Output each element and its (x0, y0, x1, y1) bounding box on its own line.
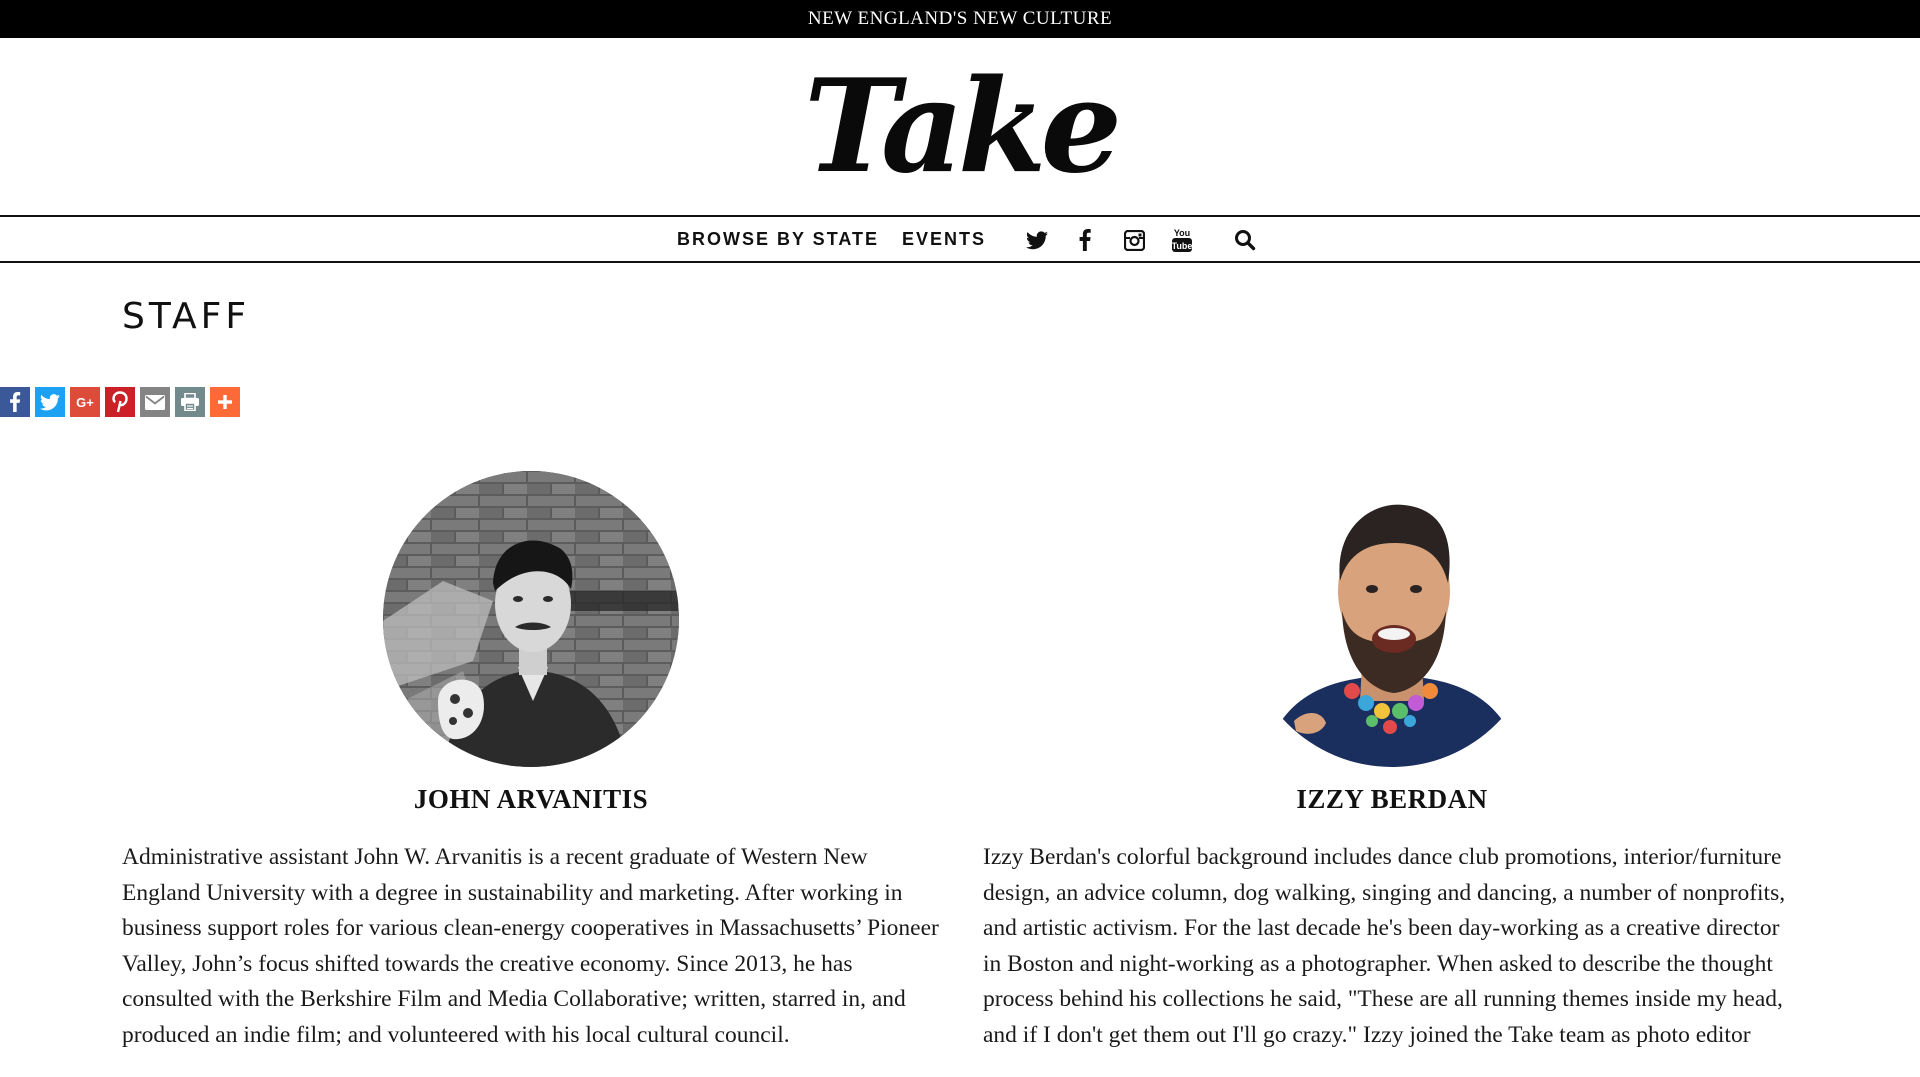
share-more-icon[interactable] (210, 387, 240, 417)
logo-wordmark: Take (803, 52, 1117, 202)
site-tagline: NEW ENGLAND'S NEW CULTURE (807, 8, 1113, 29)
portrait-illustration (383, 471, 679, 767)
youtube-icon[interactable] (1168, 226, 1196, 254)
portrait-illustration (1244, 471, 1540, 767)
site-header (0, 38, 1920, 216)
facebook-icon[interactable] (1071, 226, 1099, 254)
instagram-icon[interactable] (1120, 226, 1148, 254)
site-logo[interactable] (803, 52, 1117, 202)
staff-photo-izzy-berdan (1244, 471, 1540, 767)
share-print-icon[interactable] (175, 387, 205, 417)
staff-photo-john-arvanitis (383, 471, 679, 767)
svg-text:G+: G+ (76, 395, 94, 410)
main-nav (0, 215, 1920, 263)
share-facebook-icon[interactable] (0, 387, 30, 417)
page-title: STAFF (122, 296, 251, 337)
staff-name-john-arvanitis: JOHN ARVANITIS (413, 784, 649, 814)
share-pinterest-icon[interactable] (105, 387, 135, 417)
top-banner (0, 0, 1920, 38)
search-icon[interactable] (1231, 226, 1259, 254)
staff-bio-john-arvanitis: Administrative assistant John W. Arvanitis is a recent graduate of Western New England University with a degree in sustainability and marketing. After working in business support roles for various clean-energy cooperatives in Massachusetts’ Pioneer Valley, John’s focus shifted towards the creative economy. Since 2013, he has consulted with the Berkshire Film and Media Collaborative; written, starred in, and produced an indie film; and volunteered with his local cultural council. (122, 844, 939, 1048)
share-email-icon[interactable] (140, 387, 170, 417)
share-toolbar (0, 387, 240, 417)
staff-name-izzy-berdan: IZZY BERDAN (1296, 784, 1488, 814)
svg-text:You: You (1173, 228, 1191, 238)
share-twitter-icon[interactable] (35, 387, 65, 417)
twitter-icon[interactable] (1023, 226, 1051, 254)
staff-bio-izzy-berdan: Izzy Berdan's colorful background includes dance club promotions, interior/furniture design, an advice column, dog walking, singing and dancing, a number of nonprofits, and artistic activism. For the last decade he's been day-working as a creative director in Boston and night-working as a photographer. When asked to describe the thought process behind his collections he said, "These are all running themes inside my head, and if I don't get them out I'll go crazy." Izzy joined the Take team as photo editor (983, 844, 1786, 1048)
nav-browse-by-state[interactable]: BROWSE BY STATE (677, 229, 880, 249)
svg-text:Tube: Tube (1171, 241, 1193, 251)
share-google-plus-icon[interactable] (70, 387, 100, 417)
nav-events[interactable]: EVENTS (902, 229, 987, 249)
